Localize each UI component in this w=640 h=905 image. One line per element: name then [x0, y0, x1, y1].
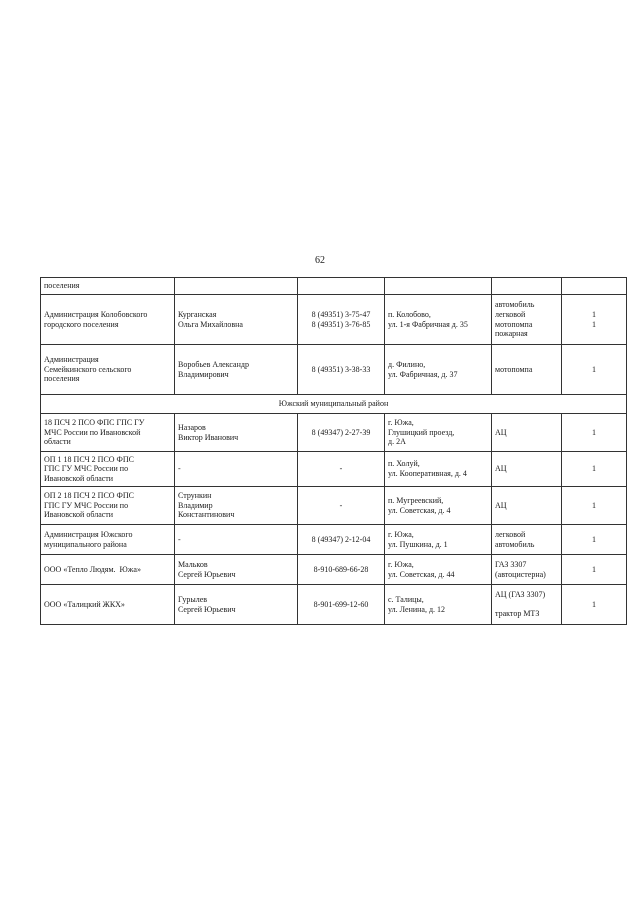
cell-line: 8 (49347) 2-27-39 [311, 427, 371, 437]
cell-line: Владимирович [178, 369, 229, 379]
page-number: 62 [315, 255, 325, 266]
cell-line [495, 600, 558, 610]
cell-line: г. Южа, [388, 559, 414, 569]
cell-line: 1 [592, 309, 596, 319]
quantity-cell [562, 345, 627, 395]
cell-line: Назаров [178, 422, 206, 432]
cell-line: Ивановской области [44, 473, 114, 483]
section-title: Южский муниципальный район [41, 395, 627, 414]
cell-line: п. Колобово, [388, 309, 431, 319]
table-row [41, 414, 627, 452]
table-row [41, 452, 627, 487]
org-name-cell [41, 452, 175, 487]
cell-line: ООО «Талицкий ЖКХ» [44, 599, 125, 609]
quantity-cell [562, 414, 627, 452]
cell-line: ГПС ГУ МЧС России по [44, 500, 129, 510]
contact-person-cell [175, 525, 298, 555]
cell-line: МЧС России по Ивановской [44, 427, 141, 437]
address-cell [385, 278, 492, 295]
cell-line: п. Холуй, [388, 459, 420, 469]
section-row [41, 395, 627, 414]
phone-cell [298, 525, 385, 555]
cell-line: Сергей Юрьевич [178, 604, 236, 614]
cell-line: с. Талицы, [388, 594, 424, 604]
cell-line: г. Южа, [388, 418, 414, 428]
cell-line: АЦ (ГАЗ 3307) [495, 590, 546, 600]
cell-line: ООО «Тепло Людям. Южа» [44, 564, 141, 574]
cell-line: ОП 1 18 ПСЧ 2 ПСО ФПС [44, 454, 134, 464]
contacts-table [40, 277, 627, 625]
cell-line: Ивановской области [44, 510, 114, 520]
cell-line: 1 [592, 564, 596, 574]
table-row [41, 585, 627, 625]
contact-person-cell [175, 278, 298, 295]
org-name-cell [41, 345, 175, 395]
cell-line: ул. Кооперативная, д. 4 [388, 469, 467, 478]
cell-line: мотопомпа [495, 364, 533, 374]
cell-line: Виктор Иванович [178, 432, 239, 442]
cell-line: г. Южа, [388, 529, 414, 539]
table-section [41, 395, 627, 414]
address-cell [385, 487, 492, 525]
phone-cell [298, 555, 385, 585]
org-name-cell [41, 278, 175, 295]
cell-line: п. Мугреевский, [388, 495, 444, 505]
cell-line: Администрация Колобовского [44, 309, 148, 319]
cell-line: 1 [592, 599, 596, 609]
cell-line: поселения [44, 374, 80, 384]
table-body-after [41, 414, 627, 625]
cell-line: д. Филино, [388, 359, 426, 369]
cell-line: ул. 1-я Фабричная д. 35 [388, 319, 468, 329]
table-row [41, 278, 627, 295]
cell-line: Константинович [178, 510, 235, 520]
quantity-cell [562, 525, 627, 555]
address-cell [385, 525, 492, 555]
table-row [41, 345, 627, 395]
org-name-cell [41, 585, 175, 625]
phone-cell [298, 414, 385, 452]
table-row [41, 487, 627, 525]
cell-line: - [178, 464, 181, 474]
cell-line: мотопомпа [495, 319, 533, 329]
cell-line: автомобиль [495, 300, 535, 310]
cell-line: 8 (49347) 2-12-04 [311, 534, 371, 544]
cell-line: АЦ [495, 427, 507, 437]
contact-person-cell [175, 295, 298, 345]
table-row [41, 525, 627, 555]
cell-line: ул. Пушкина, д. 1 [388, 539, 448, 549]
equipment-cell [492, 585, 562, 625]
table-row [41, 295, 627, 345]
cell-line: ул. Ленина, д. 12 [388, 604, 446, 614]
address-cell [385, 345, 492, 395]
cell-line: Стрункин [178, 491, 212, 501]
address-cell [385, 585, 492, 625]
cell-line: АЦ [495, 464, 507, 474]
cell-line: ул. Советская, д. 44 [388, 569, 455, 579]
cell-line: Администрация Южского [44, 529, 133, 539]
cell-line: легковой [495, 529, 526, 539]
equipment-cell [492, 555, 562, 585]
cell-line: Ольга Михайловна [178, 319, 243, 329]
cell-line: 8 (49351) 3-75-47 [311, 309, 371, 319]
quantity-cell [562, 585, 627, 625]
org-name-cell [41, 487, 175, 525]
cell-line: д. 2А [388, 437, 406, 447]
address-cell [385, 414, 492, 452]
address-cell [385, 555, 492, 585]
quantity-cell [562, 295, 627, 345]
cell-line: Курганская [178, 309, 217, 319]
quantity-cell [562, 555, 627, 585]
org-name-cell [41, 295, 175, 345]
cell-line: Гурылев [178, 594, 208, 604]
table-row [41, 555, 627, 585]
equipment-cell [492, 525, 562, 555]
phone-cell [298, 487, 385, 525]
org-name-cell [41, 525, 175, 555]
cell-line: Владимир [178, 500, 213, 510]
quantity-cell [562, 487, 627, 525]
org-name-cell [41, 414, 175, 452]
cell-line: АЦ [495, 500, 507, 510]
cell-line: ОП 2 18 ПСЧ 2 ПСО ФПС [44, 491, 134, 501]
cell-line: легковой [495, 309, 526, 319]
cell-line: муниципального района [44, 539, 127, 549]
contact-person-cell [175, 452, 298, 487]
cell-line: - [339, 500, 343, 510]
cell-line: автомобиль [495, 539, 535, 549]
cell-line: (автоцистерна) [495, 569, 546, 579]
phone-cell [298, 345, 385, 395]
cell-line: Воробьев Александр [178, 359, 249, 369]
phone-cell [298, 295, 385, 345]
equipment-cell [492, 414, 562, 452]
contact-person-cell [175, 414, 298, 452]
phone-cell [298, 452, 385, 487]
contact-person-cell [175, 345, 298, 395]
equipment-cell [492, 452, 562, 487]
cell-line: Администрация [44, 355, 99, 365]
cell-line: 1 [592, 364, 596, 374]
cell-line: городского поселения [44, 319, 119, 329]
address-cell [385, 295, 492, 345]
cell-line: 8 (49351) 3-38-33 [311, 364, 371, 374]
cell-line: области [44, 437, 71, 447]
address-cell [385, 452, 492, 487]
cell-line: 1 [592, 427, 596, 437]
cell-line: пожарная [495, 329, 528, 339]
equipment-cell [492, 345, 562, 395]
contact-person-cell [175, 487, 298, 525]
cell-line: Сергей Юрьевич [178, 569, 236, 579]
quantity-cell [562, 278, 627, 295]
phone-cell [298, 585, 385, 625]
phone-cell [298, 278, 385, 295]
contact-person-cell [175, 585, 298, 625]
cell-line: ул. Советская, д. 4 [388, 505, 451, 515]
equipment-cell [492, 278, 562, 295]
cell-line: 1 [592, 534, 596, 544]
equipment-cell [492, 295, 562, 345]
cell-line: поселения [44, 281, 80, 291]
cell-line: 1 [592, 464, 596, 474]
cell-line: Глушицкий проезд, [388, 427, 455, 437]
cell-line: Мальков [178, 559, 208, 569]
cell-line: ГПС ГУ МЧС России по [44, 464, 129, 474]
table-body-before [41, 278, 627, 395]
cell-line: трактор МТЗ [495, 609, 540, 619]
org-name-cell [41, 555, 175, 585]
cell-line: 1 [592, 500, 596, 510]
cell-line: Семейкинского сельского [44, 364, 132, 374]
cell-line: 8 (49351) 3-76-85 [311, 319, 371, 329]
cell-line: 18 ПСЧ 2 ПСО ФПС ГПС ГУ [44, 418, 145, 428]
equipment-cell [492, 487, 562, 525]
cell-line: ГАЗ 3307 [495, 559, 527, 569]
cell-line: 1 [592, 319, 596, 329]
cell-line: 8-910-689-66-28 [313, 564, 369, 574]
cell-line: - [178, 534, 181, 544]
cell-line: - [339, 464, 343, 474]
quantity-cell [562, 452, 627, 487]
cell-line: ул. Фабричная, д. 37 [388, 369, 458, 379]
contact-person-cell [175, 555, 298, 585]
cell-line: 8-901-699-12-60 [313, 599, 369, 609]
